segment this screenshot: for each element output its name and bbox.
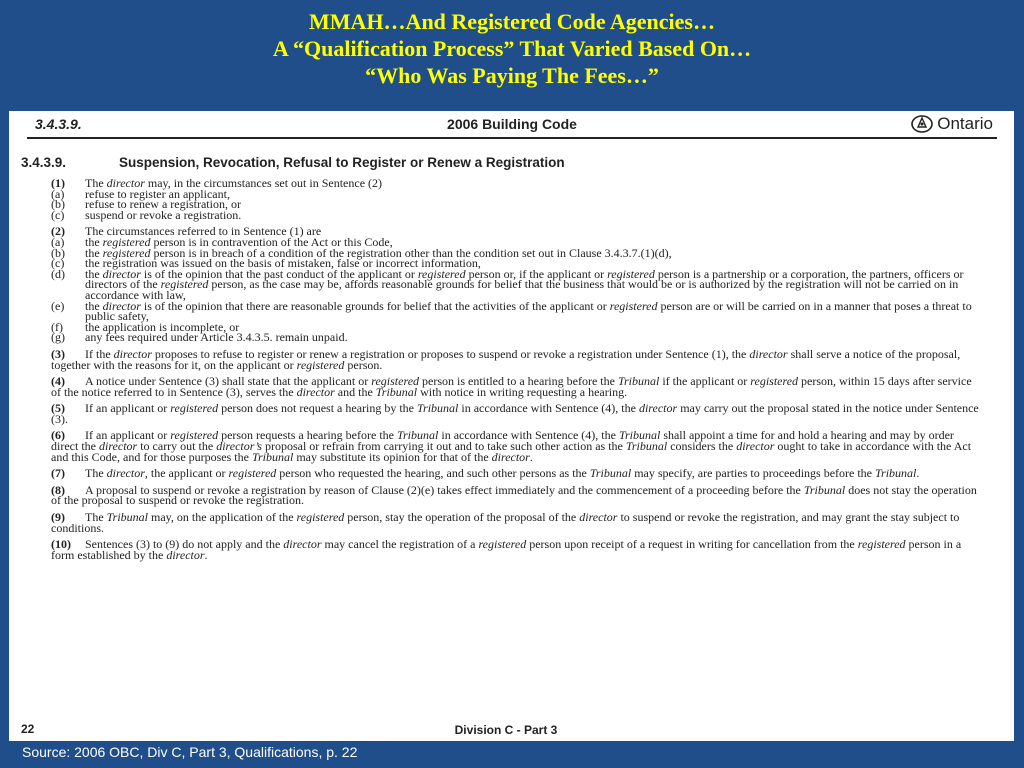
document-header <box>27 115 997 139</box>
sentence-4: (4) A notice under Sentence (3) shall state that the applicant or registered person is entitled to a hearing before the Tribunal if the applicant or registered person, within 15 days after service of the notice referred to in Sentence (3), serves the director and the Tribunal with notice in writing requesting a hearing. <box>51 374 972 399</box>
header-article-number: 3.4.3.9. <box>35 116 82 132</box>
article-body <box>19 178 979 566</box>
title-line-3: “Who Was Paying The Fees…” <box>365 63 659 88</box>
article-heading <box>21 155 565 170</box>
logo-text: Ontario <box>937 114 993 133</box>
sentence-2: (2) The circumstances referred to in Sentence (1) are (a) the registered person is in contravention of the Act or this Code, (b) the registered person is in breach of a condition of the registration other than the condition set out in Clause 3.4.3.7.(1)(d), (c) the registration was issued on the basis of mistaken, false or incorrect information, (d) the director is of the opinion that the past conduct of the applicant or registered person or, if the applicant or registered person is a partnership or a corporation, the partners, officers or directors of the registered person, as the case may be, affords reasonable grounds for belief that the business that would be or is authorized by the registration will not be carried on in accordance with law, (e) the director is of the opinion that there are reasonable grounds for belief that the activities of the applicant or registered person are or will be carried on in a manner that poses a threat to public safety, (f) the application is incomplete, or (g) any fees required under Article 3.4.3.5. remain unpaid. <box>51 224 972 345</box>
sentence-6: (6) If an applicant or registered person requests a hearing before the Tribunal in accordance with Sentence (4), the Tribunal shall appoint a time for and hold a hearing and may by order direct the director to carry out the director’s proposal or refrain from carrying it out and to take such other action as the Tribunal considers the director ought to take in accordance with the Act and this Code, and for those purposes the Tribunal may substitute its opinion for that of the director. <box>51 428 972 464</box>
title-line-2: A “Qualification Process” That Varied Based On… <box>272 36 752 61</box>
article-number: 3.4.3.9. <box>21 155 67 170</box>
document-page <box>9 111 1014 741</box>
sentence-8: (8) A proposal to suspend or revoke a registration by reason of Clause (2)(e) takes effect immediately and the commencement of a proceeding before the Tribunal does not stay the operation of the proposal to suspend or revoke the registration. <box>51 482 977 508</box>
sentence-10: (10) Sentences (3) to (9) do not apply and the director may cancel the registration of a registered person upon receipt of a request in writing for cancellation from the registered person in a form established by the director. <box>51 537 962 562</box>
sentence-5: (5) If an applicant or registered person does not request a hearing by the Tribunal in accordance with Sentence (4), the director may carry out the proposal stated in the notice under Sentence (3). <box>51 401 979 426</box>
slide-title <box>0 8 1024 89</box>
header-code-title: 2006 Building Code <box>447 116 577 132</box>
sentence-9: (9) The Tribunal may, on the application of the registered person, stay the operation of the proposal of the director to suspend or revoke the registration, and may grant the stay subject to conditions. <box>51 510 960 535</box>
sentence-3: (3) If the director proposes to refuse to register or renew a registration or proposes to suspend or revoke a registration under Sentence (1), the director shall serve a notice of the proposal, together with the reasons for it, on the applicant or registered person. <box>51 346 961 372</box>
division-label: Division C - Part 3 <box>454 723 558 737</box>
ontario-logo <box>911 114 993 134</box>
sentence-1: (1) The director may, in the circumstances set out in Sentence (2) (a) refuse to register an applicant, (b) refuse to renew a registration, or (c) suspend or revoke a registration. <box>51 176 383 222</box>
article-title: Suspension, Revocation, Refusal to Register or Renew a Registration <box>119 155 565 170</box>
sentence-7: (7) The director, the applicant or registered person who requested the hearing, and such other persons as the Tribunal may specify, are parties to proceedings before the Tribunal. <box>51 466 920 481</box>
source-caption: Source: 2006 OBC, Div C, Part 3, Qualifications, p. 22 <box>22 744 358 760</box>
title-line-1: MMAH…And Registered Code Agencies… <box>309 9 715 34</box>
trillium-icon <box>911 115 933 133</box>
page-number: 22 <box>21 722 35 736</box>
